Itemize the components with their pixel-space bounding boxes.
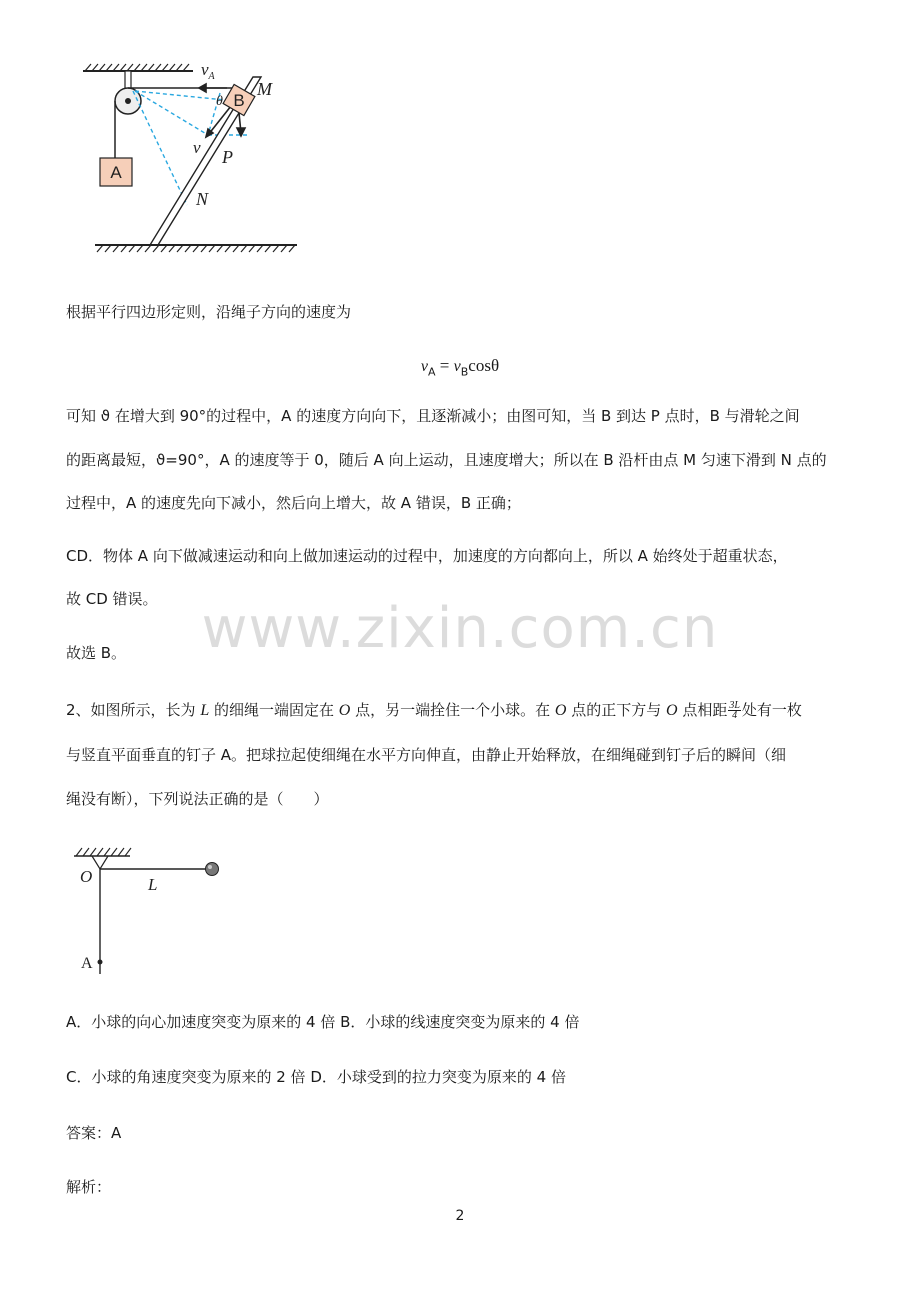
paragraph-text: 过程中，A 的速度先向下减小，然后向上增大，故 A 错误，B 正确； bbox=[66, 494, 521, 512]
page-number: 2 bbox=[455, 1208, 465, 1224]
svg-text:N: N bbox=[196, 189, 209, 209]
fraction: $\frac{3L}{4}$ bbox=[729, 700, 740, 721]
ball bbox=[206, 863, 219, 876]
question-text: 绳没有断），下列说法正确的是（ ） bbox=[66, 790, 329, 808]
svg-text:P: P bbox=[222, 147, 233, 167]
svg-text:θ: θ bbox=[216, 94, 223, 109]
question-text: 与竖直平面垂直的钉子 A。把球拉起使细绳在水平方向伸直，由静止开始释放，在细绳碰到钉子后的瞬间（细 bbox=[66, 746, 787, 764]
formula: $v_A = v_B\cos\theta$ bbox=[420, 356, 500, 379]
watermark: www.zixin.com.cn bbox=[201, 596, 719, 661]
svg-text:A: A bbox=[81, 955, 93, 972]
options-ab: A．小球的向心加速度突变为原来的 4 倍 B．小球的线速度突变为原来的 4 倍 bbox=[66, 1013, 580, 1031]
paragraph-text: 可知 ϑ 在增大到 90°的过程中，A 的速度方向向下，且逐渐减小；由图可知，当 B 到达 P 点时，B 与滑轮之间 bbox=[66, 407, 800, 425]
svg-text:O: O bbox=[80, 867, 93, 886]
answer: 答案：A bbox=[66, 1124, 122, 1142]
paragraph-text: 故选 B。 bbox=[66, 644, 127, 662]
string-nail-figure bbox=[72, 842, 232, 977]
analysis-label: 解析： bbox=[66, 1178, 112, 1196]
options-cd: C．小球的角速度突变为原来的 2 倍 D．小球受到的拉力突变为原来的 4 倍 bbox=[66, 1068, 566, 1086]
svg-text:L: L bbox=[148, 875, 158, 894]
svg-text:B: B bbox=[233, 91, 245, 110]
pulley-rod-figure bbox=[75, 55, 315, 265]
svg-text:A: A bbox=[110, 163, 122, 182]
question-text: 2、如图所示，长为 L 的细绳一端固定在 O 点，另一端拴住一个小球。在 O 点的正下方与 O 点相距 $\frac{3L}{4}$ 处有一枚 bbox=[66, 700, 802, 721]
svg-text:v: v bbox=[193, 138, 201, 157]
svg-text:M: M bbox=[257, 79, 272, 99]
paragraph-text: 故 CD 错误。 bbox=[66, 590, 158, 608]
paragraph-text: CD．物体 A 向下做减速运动和向上做加速运动的过程中，加速度的方向都向上，所以 A 始终处于超重状态， bbox=[66, 547, 788, 565]
paragraph-text: 根据平行四边形定则，沿绳子方向的速度为 bbox=[66, 303, 352, 321]
svg-text:vA: $v_A$ bbox=[201, 60, 215, 82]
paragraph-text: 的距离最短，ϑ=90°，A 的速度等于 0，随后 A 向上运动，且速度增大；所以在 B 沿杆由点 M 匀速下滑到 N 点的 bbox=[66, 451, 827, 469]
